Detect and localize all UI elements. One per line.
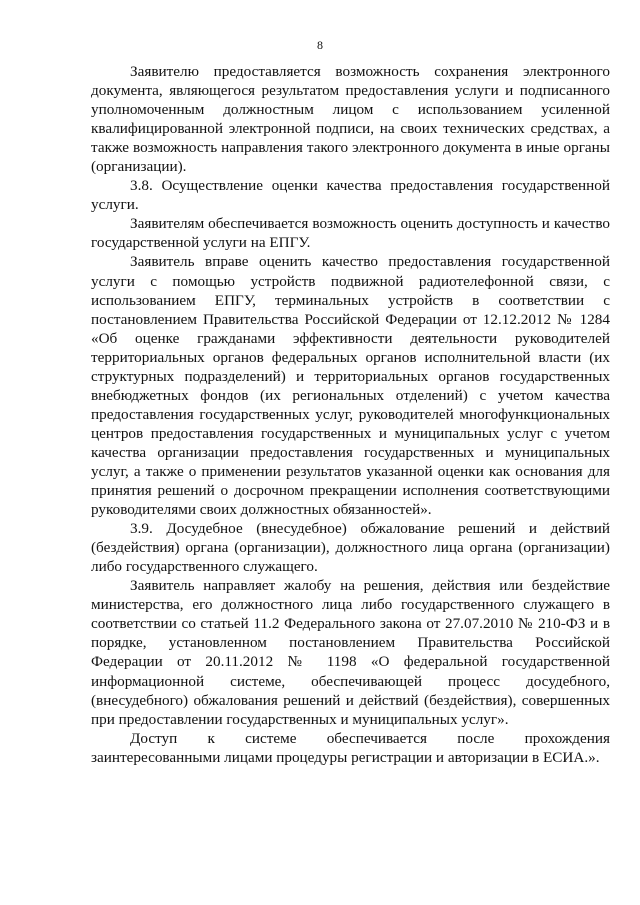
paragraph-system-access: Доступ к системе обеспечивается после прохождения заинтересованными лицами процедуры регистрации и авторизации в ЕСИА.». [91,729,610,766]
page-number: 8 [317,38,323,52]
document-body [91,62,610,767]
paragraph-electronic-document-saving: Заявителю предоставляется возможность сохранения электронного документа, являющегося результатом предоставления услуги и подписанного уполномоченным должностным лицом с использованием усиленной квалифицированной электронной подписи, на своих технических средствах, а также возможность направления такого электронного документа в иные органы (организации). [91,63,610,176]
paragraph-evaluation-rights: Заявитель вправе оценить качество предоставления государственной услуги с помощью устройств подвижной радиотелефонной связи, с использованием ЕПГУ, терминальных устройств в соответствии с постановлением Правительства Российской Федерации от 12.12.2012 № 1284 «Об оценке гражданами эффективности деятельности руководителей территориальных органов федеральных органов исполнительной власти (их структурных подразделений) и территориальных органов государственных внебюджетных фондов (их региональных отделений) с учетом качества предоставления государственных услуг, руководителей многофункциональных центров предоставления государственных и муниципальных услуг с учетом качества организации предоставления государственных и муниципальных услуг, а также о применении результатов указанной оценки как основания для принятия решений о досрочном прекращении исполнения соответствующими руководителями своих должностных обязанностей». [91,253,610,519]
section-heading-3-8: 3.8. Осуществление оценки качества предоставления государственной услуги. [91,177,610,214]
section-heading-3-9: 3.9. Досудебное (внесудебное) обжалование решений и действий (бездействия) органа (организации), должностного лица органа (организации) либо государственного служащего. [91,520,610,576]
paragraph-quality-evaluation-epgu: Заявителям обеспечивается возможность оценить доступность и качество государственной услуги на ЕПГУ. [91,215,610,252]
paragraph-complaint-procedure: Заявитель направляет жалобу на решения, действия или бездействие министерства, его должностного лица либо государственного служащего в соответствии со статьей 11.2 Федерального закона от 27.07.2010 № 210-ФЗ и в порядке, установленном постановлением Правительства Российской Федерации от 20.11.2012 № 1198 «О федеральной государственной информационной системе, обеспечивающей процесс досудебного, (внесудебного) обжалования решений и действий (бездействия), совершенных при предоставлении государственных и муниципальных услуг». [91,577,610,728]
